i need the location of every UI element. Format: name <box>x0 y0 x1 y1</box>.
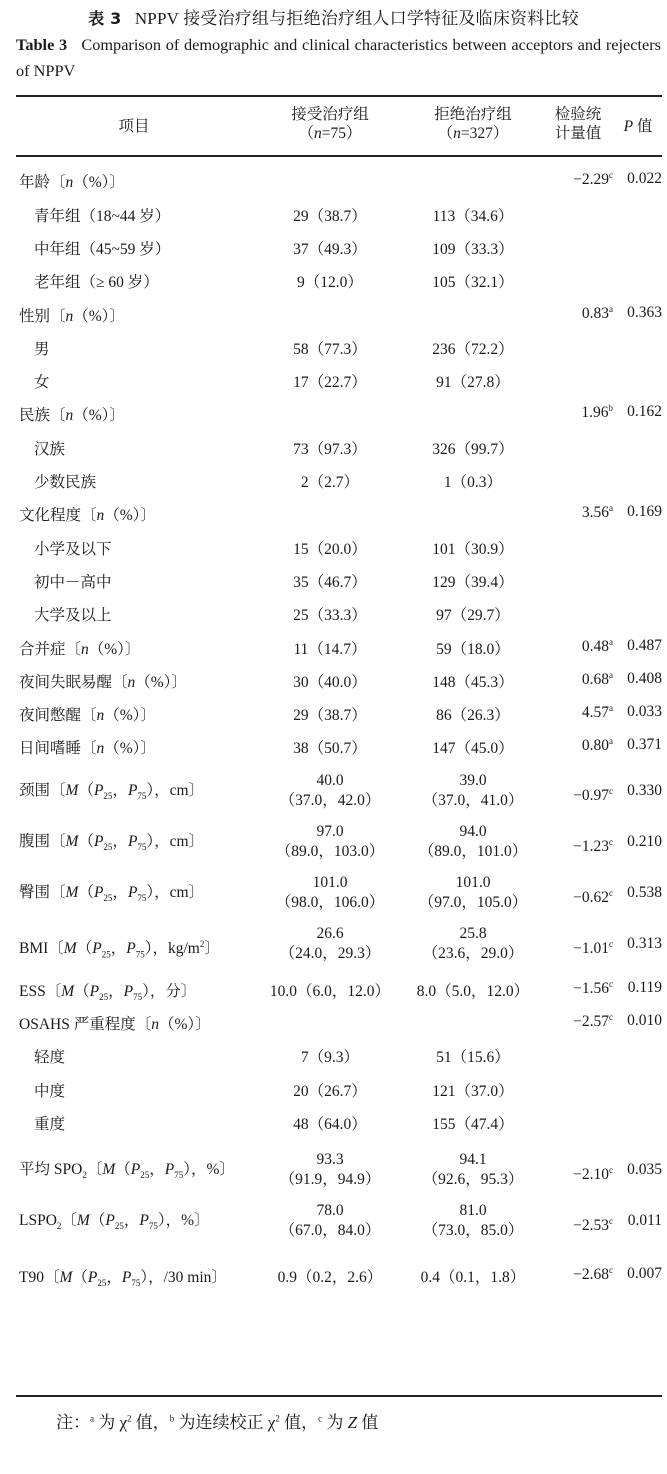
acceptors-value: 17（22.7） <box>293 374 367 391</box>
row-label: 大学及以上 <box>34 607 112 624</box>
row-label: 日间嗜睡〔n（%）〕 <box>19 740 156 757</box>
test-statistic: −2.57$^c$ <box>573 1012 613 1031</box>
table-label-cn: 表 3 <box>88 9 122 28</box>
rejecters-value: 155（47.4） <box>432 1116 514 1133</box>
acceptors-value: 35（46.7） <box>293 574 367 591</box>
acceptors-value: 93.3 （91.9，94.9） <box>279 1151 381 1188</box>
p-value: 0.408 <box>627 670 662 687</box>
header-acceptors <box>255 105 405 143</box>
acceptors-value: 29（38.7） <box>293 208 367 225</box>
row-label: 少数民族 <box>34 474 97 491</box>
rejecters-value: 39.0 （37.0，41.0） <box>422 772 524 809</box>
rejecters-value: 94.1 （92.6，95.3） <box>422 1151 524 1188</box>
acceptors-value: 38（50.7） <box>293 740 367 757</box>
rejecters-value: 109（33.3） <box>432 241 514 258</box>
acceptors-value: 15（20.0） <box>293 541 367 558</box>
table-label-en: Table 3 <box>16 35 68 54</box>
table-header-rule <box>16 155 662 157</box>
p-value: 0.371 <box>627 736 662 753</box>
row-label: OSAHS 严重程度〔n（%）〕 <box>19 1016 211 1033</box>
test-statistic: −2.53$^c$ <box>573 1216 613 1235</box>
rejecters-value: 91（27.8） <box>436 374 510 391</box>
rejecters-value: 86（26.3） <box>436 707 510 724</box>
test-statistic: −1.01$^c$ <box>573 939 613 958</box>
rejecters-value: 129（39.4） <box>432 574 514 591</box>
row-label: 民族〔n（%）〕 <box>19 407 125 424</box>
row-label: T90〔$M(P_{25}$，$P_{75}$），/30 min〕 <box>19 1269 227 1289</box>
row-label: 平均 $SPO_2$〔$M(P_{25}$，$P_{75}$），%〕 <box>19 1161 235 1181</box>
table-title-cn <box>0 4 667 29</box>
rejecters-value: 326（99.7） <box>432 441 514 458</box>
header-item: 项目 <box>118 118 150 135</box>
p-value: 0.330 <box>627 782 662 799</box>
row-label: 年龄〔n（%）〕 <box>19 174 125 191</box>
acceptors-value: 26.6 （24.0，29.3） <box>279 925 381 962</box>
test-statistic: −2.10$^c$ <box>573 1165 613 1184</box>
acceptors-value: 29（38.7） <box>293 707 367 724</box>
p-value: 0.313 <box>627 935 662 952</box>
p-value: 0.363 <box>627 304 662 321</box>
p-value: 0.119 <box>627 979 662 996</box>
acceptors-value: 97.0 （89.0，103.0） <box>275 823 385 860</box>
rejecters-value: 0.4（0.1，1.8） <box>420 1269 526 1286</box>
header-stat <box>545 105 611 143</box>
test-statistic: 0.80$^a$ <box>581 736 613 755</box>
row-label: 重度 <box>34 1116 66 1133</box>
table-top-rule <box>16 95 662 97</box>
row-label: BMI〔$M(P_{25}$，$P_{75}$），$kg/m^2$〕 <box>19 939 220 960</box>
row-label: 小学及以下 <box>34 541 112 558</box>
rejecters-value: 236（72.2） <box>432 341 514 358</box>
row-label: 初中－高中 <box>34 574 112 591</box>
table-title-cn-text: NPPV 接受治疗组与拒绝治疗组人口学特征及临床资料比较 <box>134 9 579 28</box>
row-label: 文化程度〔n（%）〕 <box>19 507 156 524</box>
acceptors-value: 101.0 （98.0，106.0） <box>275 874 385 911</box>
test-statistic: 0.83$^a$ <box>581 304 613 323</box>
rejecters-value: 97（29.7） <box>436 607 510 624</box>
rejecters-value: 101.0 （97.0，105.0） <box>418 874 528 911</box>
test-statistic: 1.96$^b$ <box>581 403 613 422</box>
rejecters-value: 51（15.6） <box>436 1049 510 1066</box>
header-p: P 值 <box>623 118 653 135</box>
row-label: 汉族 <box>34 441 66 458</box>
p-value: 0.011 <box>627 1212 662 1229</box>
acceptors-value: 40.0 （37.0，42.0） <box>279 772 381 809</box>
rejecters-value: 113（34.6） <box>432 208 514 225</box>
acceptors-value: 11（14.7） <box>293 641 367 658</box>
row-label: 腹围〔$M(P_{25}$，$P_{75}$），cm〕 <box>19 833 205 853</box>
test-statistic: −1.23$^c$ <box>573 837 613 856</box>
acceptors-value: 78.0 （67.0，84.0） <box>279 1202 381 1239</box>
acceptors-value: 0.9（0.2，2.6） <box>277 1269 383 1286</box>
row-label: 老年组（≥ 60 岁） <box>34 274 159 291</box>
table-title-en <box>16 32 661 84</box>
acceptors-value: 10.0（6.0，12.0） <box>269 983 391 1000</box>
row-label: 中年组（45~59 岁） <box>34 241 171 258</box>
p-value: 0.010 <box>627 1012 662 1029</box>
acceptors-value: 9（12.0） <box>297 274 363 291</box>
p-value: 0.169 <box>627 503 662 520</box>
test-statistic: −0.62$^c$ <box>573 888 613 907</box>
rejecters-value: 8.0（5.0，12.0） <box>416 983 530 1000</box>
test-statistic: −1.56$^c$ <box>573 979 613 998</box>
row-label: 夜间憋醒〔n（%）〕 <box>19 707 156 724</box>
row-label: 性别〔n（%）〕 <box>19 308 125 325</box>
test-statistic: 3.56$^a$ <box>581 503 613 522</box>
row-label: 轻度 <box>34 1049 66 1066</box>
header-acceptors-n: （n=75） <box>298 125 362 142</box>
p-value: 0.035 <box>627 1161 662 1178</box>
acceptors-value: 58（77.3） <box>293 341 367 358</box>
row-label: 颈围〔$M(P_{25}$，$P_{75}$），cm〕 <box>19 782 205 802</box>
row-label: ESS〔$M(P_{25}$，$P_{75}$），分〕 <box>19 983 197 1003</box>
header-stat-line1: 检验统 <box>554 106 602 123</box>
rejecters-value: 121（37.0） <box>432 1083 514 1100</box>
p-value: 0.210 <box>627 833 662 850</box>
rejecters-value: 105（32.1） <box>432 274 514 291</box>
rejecters-value: 1（0.3） <box>443 474 503 491</box>
p-value: 0.033 <box>627 703 662 720</box>
rejecters-value: 148（45.3） <box>432 674 514 691</box>
header-stat-line2: 计量值 <box>554 125 602 142</box>
rejecters-value: 59（18.0） <box>436 641 510 658</box>
test-statistic: 4.57$^a$ <box>581 703 613 722</box>
row-label: 中度 <box>34 1083 66 1100</box>
acceptors-value: 20（26.7） <box>293 1083 367 1100</box>
p-value: 0.538 <box>627 884 662 901</box>
acceptors-value: 25（33.3） <box>293 607 367 624</box>
table-title-en-text: Comparison of demographic and clinical characteristics between acceptors and rejecters of NPPV <box>16 35 661 80</box>
row-label: 夜间失眠易醒〔n（%）〕 <box>19 674 187 691</box>
acceptors-value: 30（40.0） <box>293 674 367 691</box>
header-acceptors-line1: 接受治疗组 <box>291 106 369 123</box>
row-label: 臀围〔$M(P_{25}$，$P_{75}$），cm〕 <box>19 884 205 904</box>
header-rejecters <box>398 105 548 143</box>
row-label: 男 <box>34 341 50 358</box>
row-label: 青年组（18~44 岁） <box>34 208 171 225</box>
p-value: 0.007 <box>627 1265 662 1282</box>
rejecters-value: 81.0 （73.0，85.0） <box>422 1202 524 1239</box>
acceptors-value: 48（64.0） <box>293 1116 367 1133</box>
test-statistic: 0.68$^a$ <box>581 670 613 689</box>
row-label: 女 <box>34 374 50 391</box>
test-statistic: −2.68$^c$ <box>573 1265 613 1284</box>
acceptors-value: 7（9.3） <box>300 1049 360 1066</box>
acceptors-value: 2（2.7） <box>300 474 360 491</box>
rejecters-value: 25.8 （23.6，29.0） <box>422 925 524 962</box>
row-label: $LSPO_2$〔$M(P_{25}$，$P_{75}$），%〕 <box>19 1212 210 1232</box>
p-value: 0.162 <box>627 403 662 420</box>
test-statistic: −2.29$^c$ <box>573 170 613 189</box>
header-rejecters-n: （n=327） <box>437 125 509 142</box>
test-statistic: −0.97$^c$ <box>573 786 613 805</box>
test-statistic: 0.48$^a$ <box>581 637 613 656</box>
p-value: 0.022 <box>627 170 662 187</box>
rejecters-value: 101（30.9） <box>432 541 514 558</box>
header-rejecters-line1: 拒绝治疗组 <box>434 106 512 123</box>
rejecters-value: 94.0 （89.0，101.0） <box>418 823 528 860</box>
table-bottom-rule <box>16 1395 662 1397</box>
rejecters-value: 147（45.0） <box>432 740 514 757</box>
acceptors-value: 73（97.3） <box>293 441 367 458</box>
row-label: 合并症〔n（%）〕 <box>19 641 141 658</box>
acceptors-value: 37（49.3） <box>293 241 367 258</box>
table-footnote: 注：$^a$ 为 $\chi^2$ 值，$^b$ 为连续校正 $\chi^2$ 值，$^c$ 为 Z 值 <box>56 1413 379 1432</box>
p-value: 0.487 <box>627 637 662 654</box>
